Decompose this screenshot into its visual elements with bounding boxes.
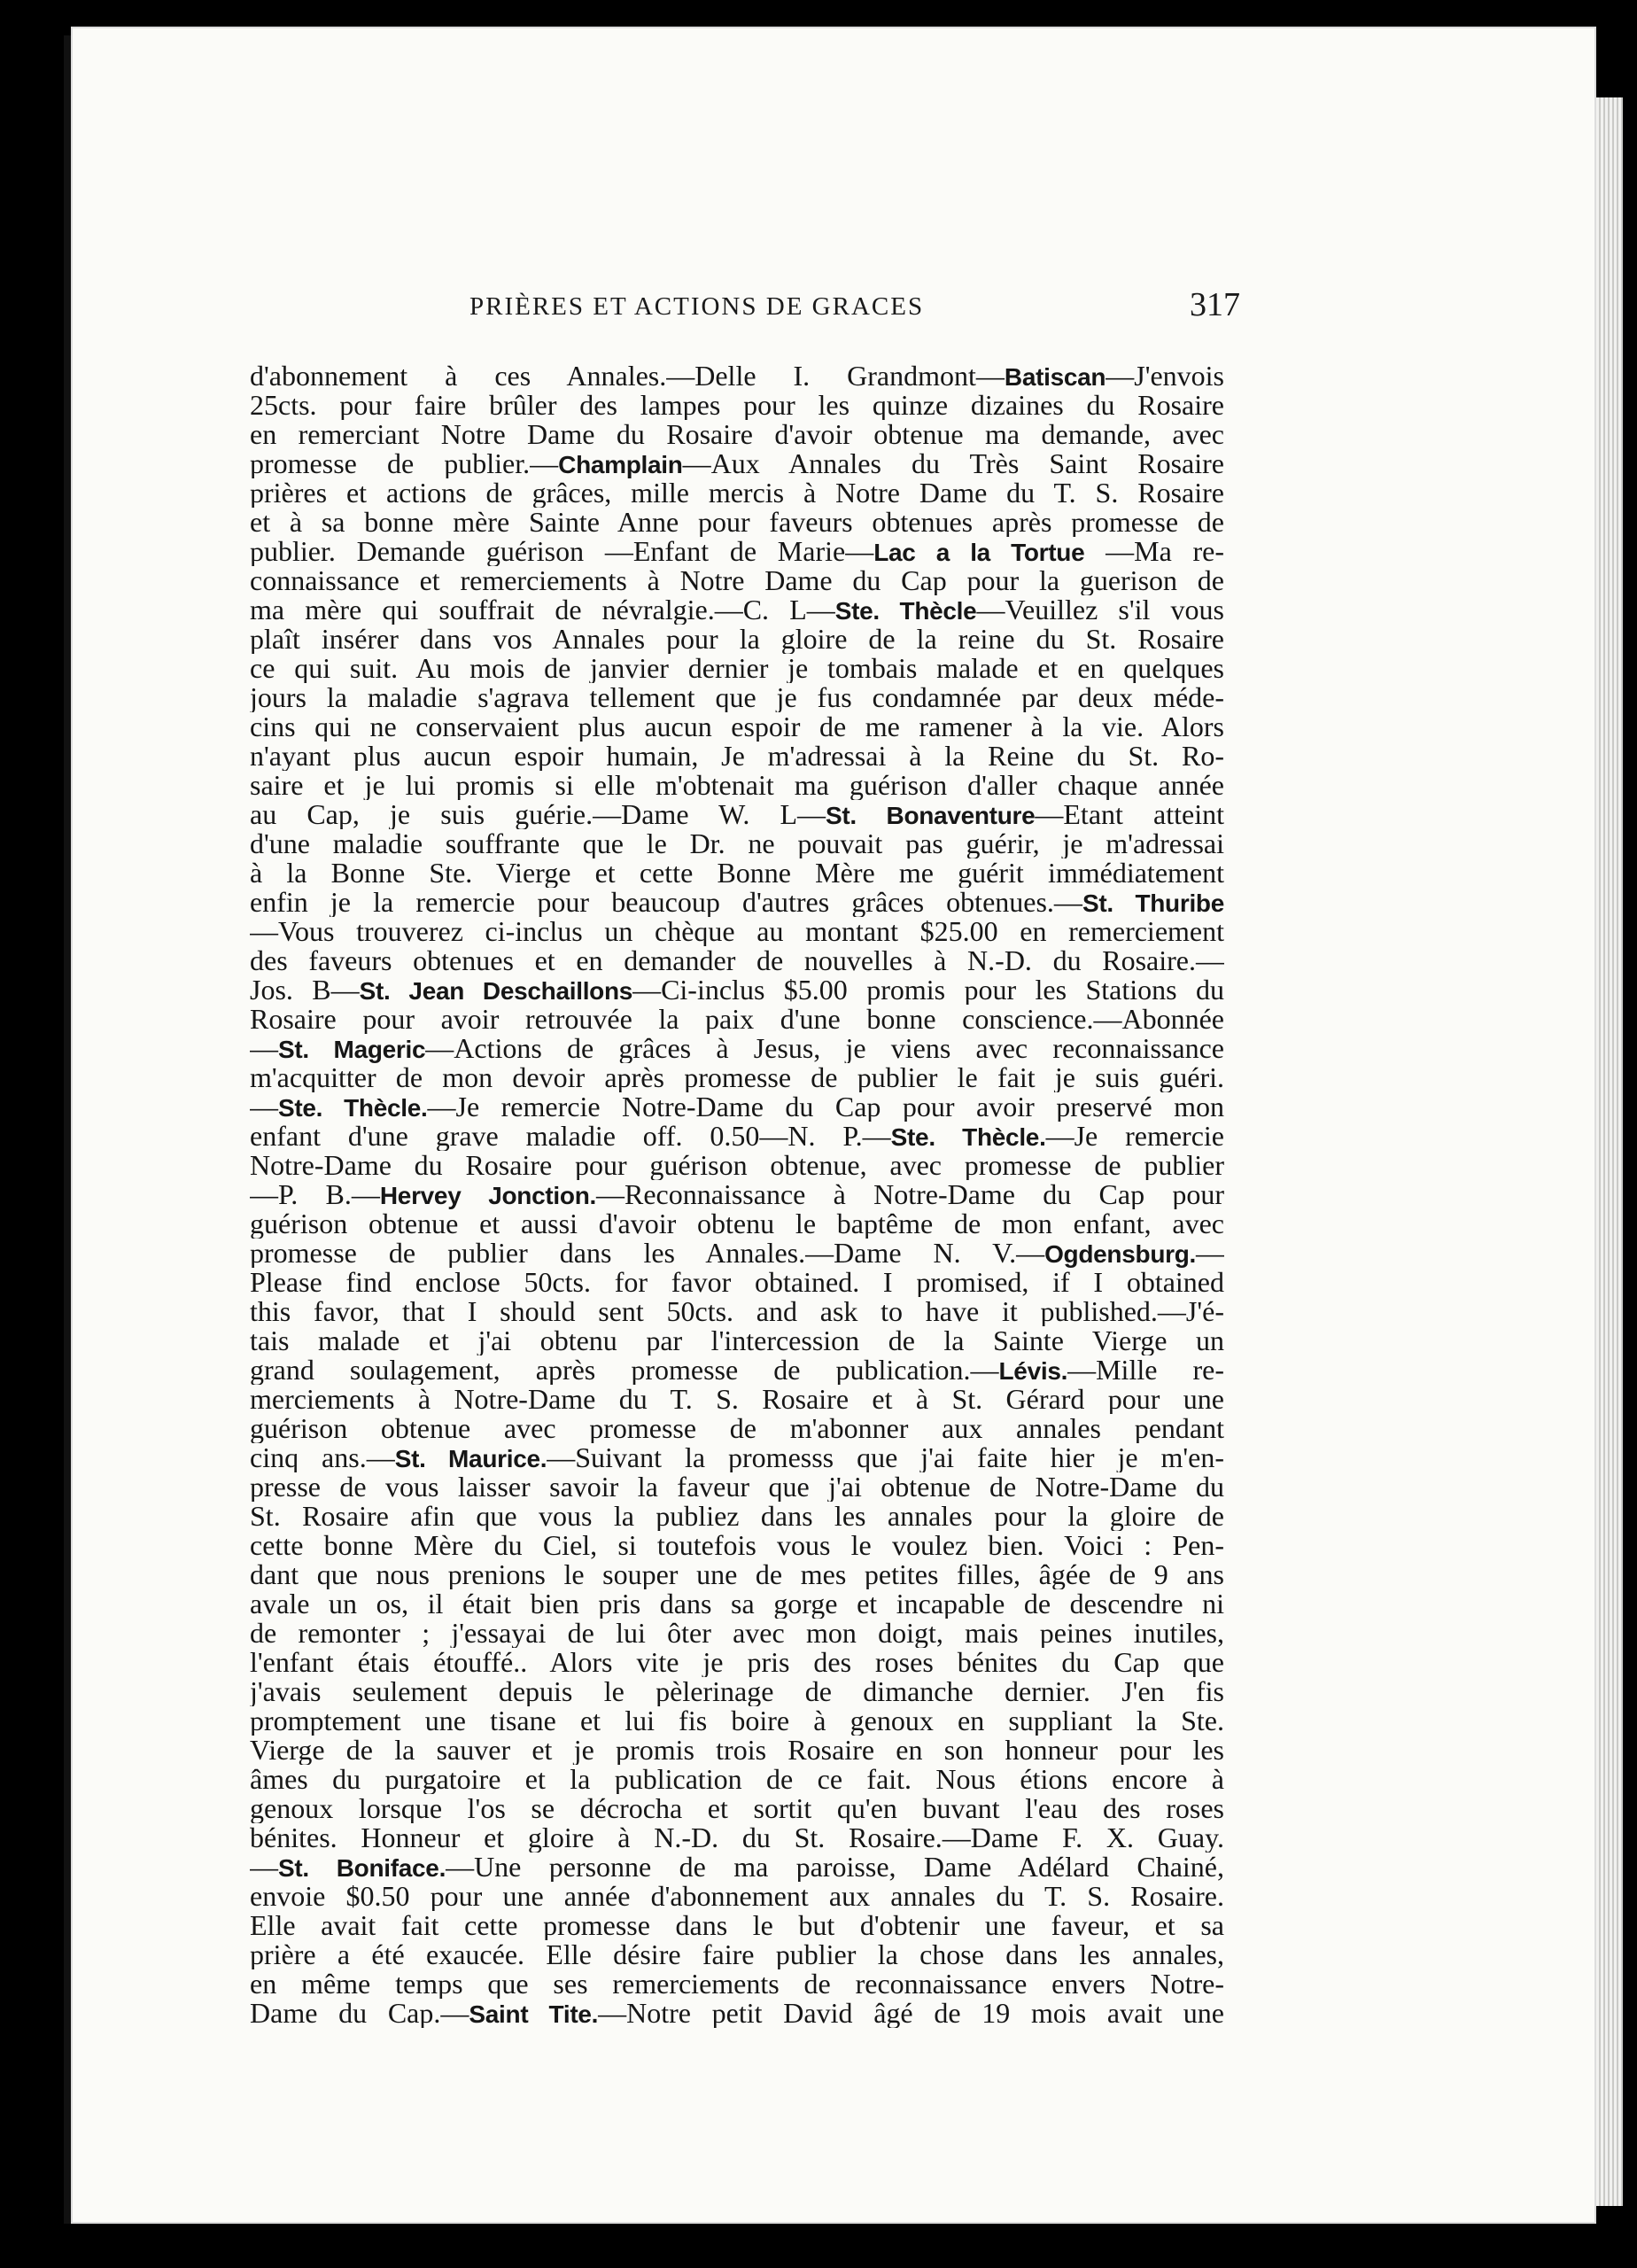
text-run: —Aux Annales du Très Saint Rosaire xyxy=(682,449,1224,478)
text-run: —Vous trouverez ci-inclus un chèque au montant $25.00 en remerciement xyxy=(250,917,1224,946)
text-run: merciements à Notre-Dame du T. S. Rosaire et à St. Gérard pour une xyxy=(250,1385,1224,1414)
text-line xyxy=(250,1443,1224,1472)
text-run: — xyxy=(250,1092,278,1122)
text-line xyxy=(250,1852,1224,1882)
place-name: Saint Tite. xyxy=(469,2000,599,2028)
text-run: envoie $0.50 pour une année d'abonnement aux annales du T. S. Rosaire. xyxy=(250,1882,1224,1911)
text-run: prière a été exaucée. Elle désire faire publier la chose dans les annales, xyxy=(250,1940,1224,1969)
text-run: —Suivant la promesss que j'ai faite hier je m'en- xyxy=(547,1443,1224,1472)
place-name: St. Maurice. xyxy=(394,1445,547,1472)
place-name: Lac a la Tortue xyxy=(873,539,1085,566)
text-line xyxy=(250,1472,1224,1502)
place-name: Ste. Thècle. xyxy=(890,1123,1046,1151)
text-line xyxy=(250,1911,1224,1940)
text-run: prières et actions de grâces, mille mercis à Notre Dame du T. S. Rosaire xyxy=(250,478,1224,508)
text-run: tais malade et j'ai obtenu par l'intercession de la Sainte Vierge un xyxy=(250,1326,1224,1355)
text-line xyxy=(250,1355,1224,1385)
text-run: cinq ans.— xyxy=(250,1443,395,1472)
text-run: Rosaire pour avoir retrouvée la paix d'une bonne conscience.—Abonnée xyxy=(250,1005,1224,1034)
text-run: promesse de publier dans les Annales.—Dame N. V.— xyxy=(250,1239,1045,1268)
text-run: —Notre petit David âgé de 19 mois avait une xyxy=(598,1999,1224,2028)
text-run: saire et je lui promis si elle m'obtenait ma guérison d'aller chaque année xyxy=(250,771,1224,800)
text-run: this favor, that I should sent 50cts. and ask to have it published.—J'é- xyxy=(250,1297,1224,1326)
text-line xyxy=(250,1823,1224,1852)
text-line xyxy=(250,1619,1224,1648)
place-name: St. Boniface. xyxy=(278,1854,446,1882)
place-name: St. Mageric xyxy=(278,1036,426,1063)
text-line xyxy=(250,1005,1224,1034)
text-run: et à sa bonne mère Sainte Anne pour faveurs obtenues après promesse de xyxy=(250,508,1224,537)
text-run: l'enfant étais étouffé.. Alors vite je pris des roses bénites du Cap que xyxy=(250,1648,1224,1677)
text-run: âmes du purgatoire et la publication de ce fait. Nous étions encore à xyxy=(250,1765,1224,1794)
text-run: à la Bonne Ste. Vierge et cette Bonne Mère me guérit immédiatement xyxy=(250,858,1224,888)
text-line xyxy=(250,1239,1224,1268)
text-run: —J'envois xyxy=(1106,361,1224,391)
text-run: —Veuillez s'il vous xyxy=(976,595,1224,625)
text-run: Vierge de la sauver et je promis trois Rosaire en son honneur pour les xyxy=(250,1736,1224,1765)
text-run: 25cts. pour faire brûler des lampes pour les quinze dizaines du Rosaire xyxy=(250,391,1224,420)
page-number: 317 xyxy=(1190,286,1240,323)
text-line xyxy=(250,1736,1224,1765)
place-name: Champlain xyxy=(558,451,683,478)
text-line xyxy=(250,858,1224,888)
text-line xyxy=(250,1969,1224,1999)
place-name: St. Bonaventure xyxy=(826,802,1036,829)
text-line xyxy=(250,1560,1224,1589)
text-run: des faveurs obtenues et en demander de nouvelles à N.-D. du Rosaire.— xyxy=(250,946,1224,975)
text-run: genoux lorsque l'os se décrocha et sortit qu'en buvant l'eau des roses xyxy=(250,1794,1224,1823)
page-header xyxy=(213,286,1240,337)
text-line xyxy=(250,1706,1224,1736)
text-run: cins qui ne conservaient plus aucun espoir de me ramener à la vie. Alors xyxy=(250,712,1224,742)
gutter-rule xyxy=(64,35,71,2224)
text-line xyxy=(250,1326,1224,1355)
body-text xyxy=(250,361,1224,2028)
text-line xyxy=(250,595,1224,625)
place-name: Ste. Thècle. xyxy=(278,1094,428,1122)
text-line xyxy=(250,1092,1224,1122)
text-line xyxy=(250,361,1224,391)
text-run: —P. B.— xyxy=(250,1180,380,1209)
text-run: ma mère qui souffrait de névralgie.—C. L— xyxy=(250,595,835,625)
text-line xyxy=(250,1122,1224,1151)
text-run: —Ma re- xyxy=(1084,537,1224,566)
text-run: m'acquitter de mon devoir après promesse de publier le fait je suis guéri. xyxy=(250,1063,1224,1092)
text-line xyxy=(250,1209,1224,1239)
text-line xyxy=(250,712,1224,742)
text-run: enfant d'une grave maladie off. 0.50—N. P.— xyxy=(250,1122,891,1151)
text-line xyxy=(250,946,1224,975)
text-line xyxy=(250,829,1224,858)
text-run: avale un os, il était bien pris dans sa gorge et incapable de descendre ni xyxy=(250,1589,1224,1619)
text-line xyxy=(250,449,1224,478)
text-line xyxy=(250,508,1224,537)
text-line xyxy=(250,1385,1224,1414)
text-line xyxy=(250,800,1224,829)
text-run: bénites. Honneur et gloire à N.-D. du St. Rosaire.—Dame F. X. Guay. xyxy=(250,1823,1224,1852)
text-run: plaît insérer dans vos Annales pour la gloire de la reine du St. Rosaire xyxy=(250,625,1224,654)
text-line xyxy=(250,1589,1224,1619)
text-line xyxy=(250,1151,1224,1180)
scan-border xyxy=(1623,97,1637,2206)
text-run: Notre-Dame du Rosaire pour guérison obtenue, avec promesse de publier xyxy=(250,1151,1224,1180)
place-name: Ste. Thècle xyxy=(834,597,977,625)
text-line xyxy=(250,1531,1224,1560)
text-line xyxy=(250,1297,1224,1326)
place-name: Lévis. xyxy=(998,1357,1068,1385)
place-name: Hervey Jonction. xyxy=(379,1182,596,1209)
text-run: au Cap, je suis guérie.—Dame W. L— xyxy=(250,800,826,829)
text-line xyxy=(250,1502,1224,1531)
text-run: promesse de publier.— xyxy=(250,449,559,478)
text-run: j'avais seulement depuis le pèlerinage de dimanche dernier. J'en fis xyxy=(250,1677,1224,1706)
text-run: de remonter ; j'essayai de lui ôter avec mon doigt, mais peines inutiles, xyxy=(250,1619,1224,1648)
text-run: Dame du Cap.— xyxy=(250,1999,469,2028)
running-head: PRIÈRES ET ACTIONS DE GRACES xyxy=(469,292,925,321)
text-run: —Je remercie Notre-Dame du Cap pour avoir preservé mon xyxy=(427,1092,1224,1122)
text-line xyxy=(250,975,1224,1005)
text-line xyxy=(250,1940,1224,1969)
text-run: guérison obtenue avec promesse de m'abonner aux annales pendant xyxy=(250,1414,1224,1443)
text-run: Please find enclose 50cts. for favor obtained. I promised, if I obtained xyxy=(250,1268,1224,1297)
text-line xyxy=(250,683,1224,712)
text-run: — xyxy=(1196,1239,1224,1268)
text-run: —Reconnaissance à Notre-Dame du Cap pour xyxy=(595,1180,1224,1209)
text-run: —Une personne de ma paroisse, Dame Adélard Chainé, xyxy=(446,1852,1224,1882)
text-run: enfin je la remercie pour beaucoup d'autres grâces obtenues.— xyxy=(250,888,1082,917)
text-run: — xyxy=(250,1852,278,1882)
text-run: n'ayant plus aucun espoir humain, Je m'adressai à la Reine du St. Ro- xyxy=(250,742,1224,771)
left-page-edge xyxy=(0,0,64,2268)
text-run: jours la maladie s'agrava tellement que je fus condamnée par deux méde- xyxy=(250,683,1224,712)
place-name: St. Jean Deschaillons xyxy=(359,977,633,1005)
text-run: cette bonne Mère du Ciel, si toutefois vous le voulez bien. Voici : Pen- xyxy=(250,1531,1224,1560)
text-line xyxy=(250,888,1224,917)
text-run: St. Rosaire afin que vous la publiez dans les annales pour la gloire de xyxy=(250,1502,1224,1531)
text-line xyxy=(250,1034,1224,1063)
text-run: —Actions de grâces à Jesus, je viens avec reconnaissance xyxy=(425,1034,1224,1063)
text-run: Elle avait fait cette promesse dans le but d'obtenir une faveur, et sa xyxy=(250,1911,1224,1940)
text-run: — xyxy=(250,1034,278,1063)
text-line xyxy=(250,742,1224,771)
text-run: promptement une tisane et lui fis boire à genoux en suppliant la Ste. xyxy=(250,1706,1224,1736)
text-run: presse de vous laisser savoir la faveur que j'ai obtenue de Notre-Dame du xyxy=(250,1472,1224,1502)
text-run: guérison obtenue et aussi d'avoir obtenu le baptême de mon enfant, avec xyxy=(250,1209,1224,1239)
text-run: dant que nous prenions le souper une de mes petites filles, âgée de 9 ans xyxy=(250,1560,1224,1589)
text-line xyxy=(250,1414,1224,1443)
text-line xyxy=(250,771,1224,800)
text-line xyxy=(250,1180,1224,1209)
text-run: —Ci-inclus $5.00 promis pour les Stations du xyxy=(632,975,1224,1005)
text-line xyxy=(250,478,1224,508)
text-line xyxy=(250,654,1224,683)
text-line xyxy=(250,420,1224,449)
text-run: connaissance et remerciements à Notre Dame du Cap pour la guerison de xyxy=(250,566,1224,595)
text-run: publier. Demande guérison —Enfant de Marie— xyxy=(250,537,874,566)
text-run: Jos. B— xyxy=(250,975,360,1005)
text-run: grand soulagement, après promesse de publication.— xyxy=(250,1355,999,1385)
text-line xyxy=(250,1765,1224,1794)
text-line xyxy=(250,537,1224,566)
place-name: St. Thuribe xyxy=(1082,889,1224,917)
place-name: Batiscan xyxy=(1004,363,1106,391)
text-run: —Etant atteint xyxy=(1035,800,1224,829)
text-line xyxy=(250,1648,1224,1677)
text-line xyxy=(250,1063,1224,1092)
text-line xyxy=(250,566,1224,595)
text-run: d'abonnement à ces Annales.—Delle I. Grandmont— xyxy=(250,361,1005,391)
text-run: en remerciant Notre Dame du Rosaire d'avoir obtenue ma demande, avec xyxy=(250,420,1224,449)
text-line xyxy=(250,917,1224,946)
text-line xyxy=(250,1999,1224,2028)
text-line xyxy=(250,1794,1224,1823)
text-line xyxy=(250,1677,1224,1706)
text-line xyxy=(250,1268,1224,1297)
place-name: Ogdensburg. xyxy=(1044,1240,1196,1268)
text-run: en même temps que ses remerciements de reconnaissance envers Notre- xyxy=(250,1969,1224,1999)
text-run: d'une maladie souffrante que le Dr. ne pouvait pas guérir, je m'adressai xyxy=(250,829,1224,858)
text-line xyxy=(250,625,1224,654)
text-run: —Je remercie xyxy=(1045,1122,1224,1151)
text-line xyxy=(250,391,1224,420)
text-run: ce qui suit. Au mois de janvier dernier je tombais malade et en quelques xyxy=(250,654,1224,683)
text-run: —Mille re- xyxy=(1067,1355,1224,1385)
text-line xyxy=(250,1882,1224,1911)
